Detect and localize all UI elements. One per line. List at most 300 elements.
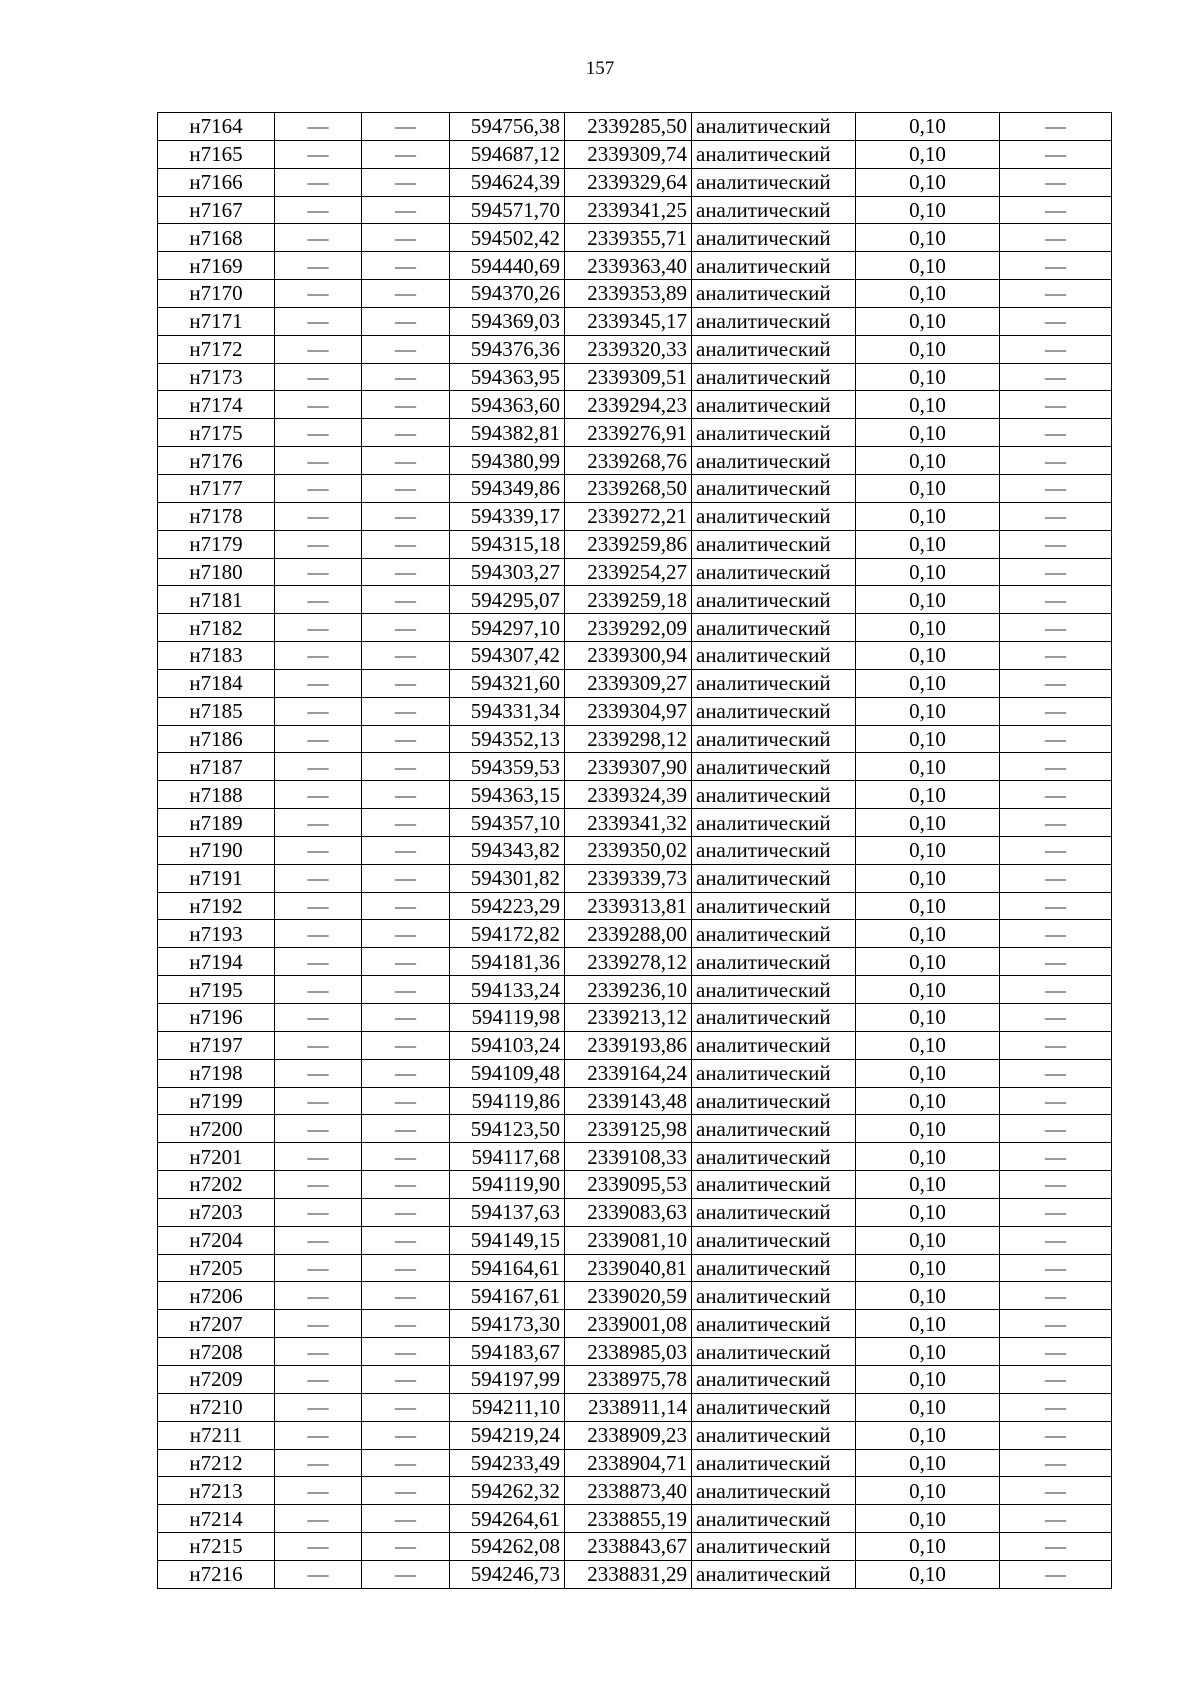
accuracy-cell: 0,10 [856, 1505, 1000, 1533]
table-row [158, 474, 1112, 502]
x-coordinate-cell: 594211,10 [450, 1393, 565, 1421]
x-coordinate-cell: 594137,63 [450, 1198, 565, 1226]
dash-cell: — [362, 1282, 450, 1310]
dash-cell: — [362, 280, 450, 308]
dash-cell: — [275, 558, 362, 586]
y-coordinate-cell: 2339278,12 [565, 948, 692, 976]
point-name-cell: н7199 [158, 1087, 275, 1115]
dash-cell: — [362, 1449, 450, 1477]
table-row [158, 447, 1112, 475]
method-cell: аналитический [692, 614, 856, 642]
dash-cell: — [1000, 419, 1112, 447]
y-coordinate-cell: 2339339,73 [565, 864, 692, 892]
dash-cell: — [275, 892, 362, 920]
dash-cell: — [362, 196, 450, 224]
accuracy-cell: 0,10 [856, 1282, 1000, 1310]
y-coordinate-cell: 2339329,64 [565, 168, 692, 196]
x-coordinate-cell: 594315,18 [450, 530, 565, 558]
x-coordinate-cell: 594321,60 [450, 669, 565, 697]
table-row [158, 725, 1112, 753]
dash-cell: — [362, 1004, 450, 1032]
table-row [158, 1365, 1112, 1393]
dash-cell: — [275, 224, 362, 252]
dash-cell: — [275, 335, 362, 363]
accuracy-cell: 0,10 [856, 864, 1000, 892]
table-row [158, 252, 1112, 280]
dash-cell: — [275, 391, 362, 419]
y-coordinate-cell: 2339309,27 [565, 669, 692, 697]
x-coordinate-cell: 594181,36 [450, 948, 565, 976]
dash-cell: — [275, 280, 362, 308]
table-row [158, 1282, 1112, 1310]
method-cell: аналитический [692, 1254, 856, 1282]
point-name-cell: н7206 [158, 1282, 275, 1310]
method-cell: аналитический [692, 1560, 856, 1588]
x-coordinate-cell: 594103,24 [450, 1031, 565, 1059]
dash-cell: — [362, 1533, 450, 1561]
y-coordinate-cell: 2338985,03 [565, 1338, 692, 1366]
y-coordinate-cell: 2338911,14 [565, 1393, 692, 1421]
x-coordinate-cell: 594297,10 [450, 614, 565, 642]
coordinates-table [157, 112, 1112, 1589]
x-coordinate-cell: 594119,86 [450, 1087, 565, 1115]
accuracy-cell: 0,10 [856, 1310, 1000, 1338]
method-cell: аналитический [692, 948, 856, 976]
accuracy-cell: 0,10 [856, 1365, 1000, 1393]
method-cell: аналитический [692, 864, 856, 892]
dash-cell: — [275, 1560, 362, 1588]
dash-cell: — [275, 809, 362, 837]
dash-cell: — [275, 753, 362, 781]
table-row [158, 1505, 1112, 1533]
point-name-cell: н7194 [158, 948, 275, 976]
dash-cell: — [275, 948, 362, 976]
point-name-cell: н7202 [158, 1171, 275, 1199]
dash-cell: — [1000, 1226, 1112, 1254]
point-name-cell: н7213 [158, 1477, 275, 1505]
table-row [158, 669, 1112, 697]
dash-cell: — [362, 1115, 450, 1143]
method-cell: аналитический [692, 1338, 856, 1366]
page-number: 157 [585, 58, 615, 79]
table-row [158, 753, 1112, 781]
dash-cell: — [362, 140, 450, 168]
y-coordinate-cell: 2339313,81 [565, 892, 692, 920]
y-coordinate-cell: 2338975,78 [565, 1365, 692, 1393]
dash-cell: — [362, 1365, 450, 1393]
dash-cell: — [362, 363, 450, 391]
method-cell: аналитический [692, 280, 856, 308]
dash-cell: — [362, 1421, 450, 1449]
dash-cell: — [275, 1226, 362, 1254]
accuracy-cell: 0,10 [856, 252, 1000, 280]
point-name-cell: н7201 [158, 1143, 275, 1171]
accuracy-cell: 0,10 [856, 474, 1000, 502]
dash-cell: — [362, 307, 450, 335]
method-cell: аналитический [692, 1393, 856, 1421]
dash-cell: — [275, 781, 362, 809]
x-coordinate-cell: 594109,48 [450, 1059, 565, 1087]
accuracy-cell: 0,10 [856, 530, 1000, 558]
accuracy-cell: 0,10 [856, 753, 1000, 781]
method-cell: аналитический [692, 1365, 856, 1393]
method-cell: аналитический [692, 391, 856, 419]
x-coordinate-cell: 594149,15 [450, 1226, 565, 1254]
dash-cell: — [275, 1338, 362, 1366]
accuracy-cell: 0,10 [856, 558, 1000, 586]
table-row [158, 642, 1112, 670]
method-cell: аналитический [692, 1533, 856, 1561]
x-coordinate-cell: 594440,69 [450, 252, 565, 280]
x-coordinate-cell: 594172,82 [450, 920, 565, 948]
point-name-cell: н7176 [158, 447, 275, 475]
x-coordinate-cell: 594133,24 [450, 976, 565, 1004]
point-name-cell: н7200 [158, 1115, 275, 1143]
point-name-cell: н7214 [158, 1505, 275, 1533]
method-cell: аналитический [692, 1421, 856, 1449]
method-cell: аналитический [692, 363, 856, 391]
x-coordinate-cell: 594363,15 [450, 781, 565, 809]
method-cell: аналитический [692, 642, 856, 670]
dash-cell: — [275, 252, 362, 280]
dash-cell: — [362, 892, 450, 920]
y-coordinate-cell: 2339292,09 [565, 614, 692, 642]
dash-cell: — [362, 809, 450, 837]
y-coordinate-cell: 2339353,89 [565, 280, 692, 308]
method-cell: аналитический [692, 1115, 856, 1143]
table-row [158, 224, 1112, 252]
method-cell: аналитический [692, 1198, 856, 1226]
dash-cell: — [362, 976, 450, 1004]
point-name-cell: н7197 [158, 1031, 275, 1059]
y-coordinate-cell: 2339320,33 [565, 335, 692, 363]
point-name-cell: н7170 [158, 280, 275, 308]
method-cell: аналитический [692, 168, 856, 196]
dash-cell: — [1000, 1031, 1112, 1059]
y-coordinate-cell: 2338855,19 [565, 1505, 692, 1533]
point-name-cell: н7205 [158, 1254, 275, 1282]
dash-cell: — [1000, 1198, 1112, 1226]
dash-cell: — [275, 864, 362, 892]
method-cell: аналитический [692, 697, 856, 725]
method-cell: аналитический [692, 809, 856, 837]
dash-cell: — [362, 1310, 450, 1338]
table-row [158, 1338, 1112, 1366]
y-coordinate-cell: 2339309,74 [565, 140, 692, 168]
dash-cell: — [1000, 1449, 1112, 1477]
method-cell: аналитический [692, 1059, 856, 1087]
point-name-cell: н7210 [158, 1393, 275, 1421]
method-cell: аналитический [692, 586, 856, 614]
accuracy-cell: 0,10 [856, 836, 1000, 864]
method-cell: аналитический [692, 1171, 856, 1199]
x-coordinate-cell: 594382,81 [450, 419, 565, 447]
method-cell: аналитический [692, 1477, 856, 1505]
accuracy-cell: 0,10 [856, 1004, 1000, 1032]
x-coordinate-cell: 594331,34 [450, 697, 565, 725]
y-coordinate-cell: 2339285,50 [565, 113, 692, 141]
method-cell: аналитический [692, 335, 856, 363]
y-coordinate-cell: 2339345,17 [565, 307, 692, 335]
dash-cell: — [1000, 391, 1112, 419]
point-name-cell: н7188 [158, 781, 275, 809]
y-coordinate-cell: 2339341,32 [565, 809, 692, 837]
dash-cell: — [1000, 196, 1112, 224]
dash-cell: — [362, 836, 450, 864]
dash-cell: — [362, 642, 450, 670]
table-row [158, 864, 1112, 892]
point-name-cell: н7204 [158, 1226, 275, 1254]
point-name-cell: н7185 [158, 697, 275, 725]
accuracy-cell: 0,10 [856, 335, 1000, 363]
dash-cell: — [1000, 809, 1112, 837]
x-coordinate-cell: 594233,49 [450, 1449, 565, 1477]
dash-cell: — [275, 1365, 362, 1393]
y-coordinate-cell: 2339288,00 [565, 920, 692, 948]
accuracy-cell: 0,10 [856, 642, 1000, 670]
y-coordinate-cell: 2339236,10 [565, 976, 692, 1004]
y-coordinate-cell: 2339164,24 [565, 1059, 692, 1087]
y-coordinate-cell: 2339108,33 [565, 1143, 692, 1171]
table-row [158, 307, 1112, 335]
dash-cell: — [1000, 753, 1112, 781]
dash-cell: — [1000, 307, 1112, 335]
dash-cell: — [275, 1115, 362, 1143]
dash-cell: — [1000, 725, 1112, 753]
accuracy-cell: 0,10 [856, 140, 1000, 168]
dash-cell: — [362, 781, 450, 809]
dash-cell: — [362, 168, 450, 196]
dash-cell: — [362, 864, 450, 892]
dash-cell: — [275, 586, 362, 614]
point-name-cell: н7216 [158, 1560, 275, 1588]
dash-cell: — [275, 1310, 362, 1338]
accuracy-cell: 0,10 [856, 725, 1000, 753]
point-name-cell: н7179 [158, 530, 275, 558]
method-cell: аналитический [692, 725, 856, 753]
table-row [158, 419, 1112, 447]
dash-cell: — [1000, 781, 1112, 809]
point-name-cell: н7193 [158, 920, 275, 948]
dash-cell: — [1000, 1004, 1112, 1032]
accuracy-cell: 0,10 [856, 1533, 1000, 1561]
table-row [158, 1421, 1112, 1449]
dash-cell: — [362, 1254, 450, 1282]
table-row [158, 586, 1112, 614]
method-cell: аналитический [692, 836, 856, 864]
dash-cell: — [275, 474, 362, 502]
dash-cell: — [362, 1059, 450, 1087]
dash-cell: — [275, 697, 362, 725]
dash-cell: — [275, 1143, 362, 1171]
table-row [158, 558, 1112, 586]
dash-cell: — [1000, 335, 1112, 363]
method-cell: аналитический [692, 1004, 856, 1032]
dash-cell: — [362, 753, 450, 781]
dash-cell: — [1000, 113, 1112, 141]
point-name-cell: н7187 [158, 753, 275, 781]
point-name-cell: н7183 [158, 642, 275, 670]
dash-cell: — [275, 1393, 362, 1421]
x-coordinate-cell: 594502,42 [450, 224, 565, 252]
dash-cell: — [362, 1477, 450, 1505]
accuracy-cell: 0,10 [856, 1031, 1000, 1059]
accuracy-cell: 0,10 [856, 976, 1000, 1004]
y-coordinate-cell: 2339350,02 [565, 836, 692, 864]
x-coordinate-cell: 594349,86 [450, 474, 565, 502]
x-coordinate-cell: 594164,61 [450, 1254, 565, 1282]
point-name-cell: н7215 [158, 1533, 275, 1561]
dash-cell: — [362, 614, 450, 642]
method-cell: аналитический [692, 252, 856, 280]
dash-cell: — [362, 1338, 450, 1366]
y-coordinate-cell: 2339268,50 [565, 474, 692, 502]
x-coordinate-cell: 594307,42 [450, 642, 565, 670]
dash-cell: — [1000, 1115, 1112, 1143]
x-coordinate-cell: 594380,99 [450, 447, 565, 475]
method-cell: аналитический [692, 419, 856, 447]
table-row [158, 391, 1112, 419]
table-row [158, 1477, 1112, 1505]
method-cell: аналитический [692, 558, 856, 586]
dash-cell: — [275, 614, 362, 642]
table-row [158, 502, 1112, 530]
dash-cell: — [275, 920, 362, 948]
dash-cell: — [1000, 447, 1112, 475]
point-name-cell: н7181 [158, 586, 275, 614]
dash-cell: — [275, 669, 362, 697]
dash-cell: — [362, 224, 450, 252]
y-coordinate-cell: 2339040,81 [565, 1254, 692, 1282]
table-row [158, 976, 1112, 1004]
x-coordinate-cell: 594197,99 [450, 1365, 565, 1393]
method-cell: аналитический [692, 502, 856, 530]
point-name-cell: н7180 [158, 558, 275, 586]
point-name-cell: н7189 [158, 809, 275, 837]
point-name-cell: н7165 [158, 140, 275, 168]
dash-cell: — [1000, 1560, 1112, 1588]
table-row [158, 113, 1112, 141]
y-coordinate-cell: 2339213,12 [565, 1004, 692, 1032]
dash-cell: — [362, 1198, 450, 1226]
dash-cell: — [362, 1031, 450, 1059]
method-cell: аналитический [692, 976, 856, 1004]
dash-cell: — [362, 1560, 450, 1588]
dash-cell: — [1000, 530, 1112, 558]
dash-cell: — [1000, 140, 1112, 168]
y-coordinate-cell: 2338904,71 [565, 1449, 692, 1477]
x-coordinate-cell: 594571,70 [450, 196, 565, 224]
accuracy-cell: 0,10 [856, 586, 1000, 614]
method-cell: аналитический [692, 1310, 856, 1338]
table-row [158, 1226, 1112, 1254]
point-name-cell: н7196 [158, 1004, 275, 1032]
accuracy-cell: 0,10 [856, 920, 1000, 948]
table-row [158, 335, 1112, 363]
method-cell: аналитический [692, 1031, 856, 1059]
dash-cell: — [362, 669, 450, 697]
y-coordinate-cell: 2339355,71 [565, 224, 692, 252]
x-coordinate-cell: 594262,08 [450, 1533, 565, 1561]
dash-cell: — [362, 920, 450, 948]
point-name-cell: н7190 [158, 836, 275, 864]
dash-cell: — [1000, 1533, 1112, 1561]
y-coordinate-cell: 2339001,08 [565, 1310, 692, 1338]
point-name-cell: н7184 [158, 669, 275, 697]
dash-cell: — [1000, 1143, 1112, 1171]
x-coordinate-cell: 594363,95 [450, 363, 565, 391]
dash-cell: — [275, 1505, 362, 1533]
method-cell: аналитический [692, 1087, 856, 1115]
dash-cell: — [1000, 864, 1112, 892]
accuracy-cell: 0,10 [856, 1421, 1000, 1449]
y-coordinate-cell: 2339309,51 [565, 363, 692, 391]
accuracy-cell: 0,10 [856, 948, 1000, 976]
dash-cell: — [362, 502, 450, 530]
dash-cell: — [1000, 1310, 1112, 1338]
dash-cell: — [362, 725, 450, 753]
dash-cell: — [275, 363, 362, 391]
method-cell: аналитический [692, 1226, 856, 1254]
point-name-cell: н7209 [158, 1365, 275, 1393]
table-row [158, 892, 1112, 920]
table-row [158, 1087, 1112, 1115]
accuracy-cell: 0,10 [856, 781, 1000, 809]
accuracy-cell: 0,10 [856, 1393, 1000, 1421]
point-name-cell: н7173 [158, 363, 275, 391]
x-coordinate-cell: 594301,82 [450, 864, 565, 892]
x-coordinate-cell: 594119,90 [450, 1171, 565, 1199]
y-coordinate-cell: 2339259,18 [565, 586, 692, 614]
dash-cell: — [362, 447, 450, 475]
table-row [158, 1533, 1112, 1561]
accuracy-cell: 0,10 [856, 168, 1000, 196]
y-coordinate-cell: 2338831,29 [565, 1560, 692, 1588]
x-coordinate-cell: 594357,10 [450, 809, 565, 837]
accuracy-cell: 0,10 [856, 1449, 1000, 1477]
method-cell: аналитический [692, 196, 856, 224]
dash-cell: — [275, 1059, 362, 1087]
x-coordinate-cell: 594369,03 [450, 307, 565, 335]
accuracy-cell: 0,10 [856, 669, 1000, 697]
method-cell: аналитический [692, 892, 856, 920]
y-coordinate-cell: 2339276,91 [565, 419, 692, 447]
accuracy-cell: 0,10 [856, 113, 1000, 141]
accuracy-cell: 0,10 [856, 1087, 1000, 1115]
accuracy-cell: 0,10 [856, 1198, 1000, 1226]
y-coordinate-cell: 2339254,27 [565, 558, 692, 586]
method-cell: аналитический [692, 307, 856, 335]
table-row [158, 168, 1112, 196]
method-cell: аналитический [692, 1449, 856, 1477]
method-cell: аналитический [692, 753, 856, 781]
y-coordinate-cell: 2339095,53 [565, 1171, 692, 1199]
dash-cell: — [275, 196, 362, 224]
dash-cell: — [1000, 474, 1112, 502]
x-coordinate-cell: 594359,53 [450, 753, 565, 781]
dash-cell: — [362, 391, 450, 419]
x-coordinate-cell: 594173,30 [450, 1310, 565, 1338]
table-row [158, 1031, 1112, 1059]
y-coordinate-cell: 2338909,23 [565, 1421, 692, 1449]
y-coordinate-cell: 2339193,86 [565, 1031, 692, 1059]
dash-cell: — [1000, 976, 1112, 1004]
x-coordinate-cell: 594370,26 [450, 280, 565, 308]
accuracy-cell: 0,10 [856, 447, 1000, 475]
accuracy-cell: 0,10 [856, 363, 1000, 391]
y-coordinate-cell: 2338843,67 [565, 1533, 692, 1561]
dash-cell: — [275, 140, 362, 168]
